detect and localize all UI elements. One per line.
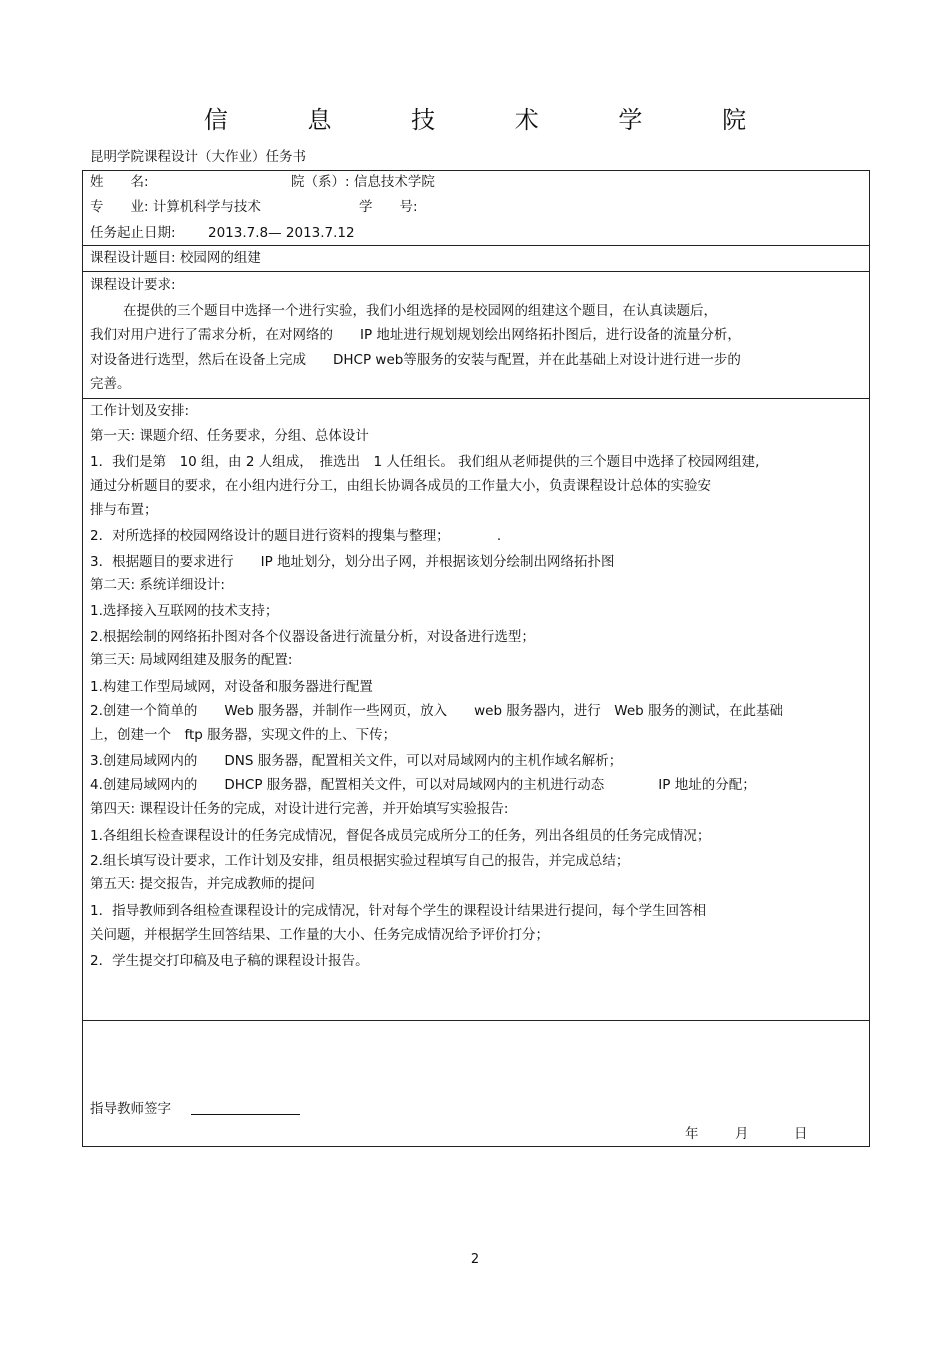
requirements-line: 在提供的三个题目中选择一个进行实验，我们小组选择的是校园网的组建这个题目，在认真读题后， <box>123 303 717 319</box>
name-label: 姓 名: <box>90 174 149 190</box>
day3-heading: 第三天: 局域网组建及服务的配置: <box>90 652 293 668</box>
requirements-line: 完善。 <box>90 376 131 392</box>
day4-item: 2.组长填写设计要求，工作计划及安排，组员根据实验过程填写自己的报告，并完成总结； <box>90 853 630 869</box>
row-divider-plan <box>82 1020 870 1021</box>
signature-month: 月 <box>735 1126 749 1142</box>
row-divider-info <box>82 245 870 246</box>
department-label: 院（系）: 信息技术学院 <box>291 174 435 190</box>
day4-heading: 第四天: 课程设计任务的完成，对设计进行完善，并开始填写实验报告: <box>90 801 509 817</box>
row-divider-topic <box>82 271 870 272</box>
page-title: 信 息 技 术 学 院 <box>203 106 783 134</box>
plan-label: 工作计划及安排: <box>90 403 190 419</box>
signature-line <box>191 1114 300 1115</box>
signature-day: 日 <box>794 1126 808 1142</box>
day1-item: 3．根据题目的要求进行 IP 地址划分，划分出子网，并根据该划分绘制出网络拓扑图 <box>90 554 615 570</box>
day2-item: 1.选择接入互联网的技术支持； <box>90 603 279 619</box>
page-number: 2 <box>470 1252 480 1267</box>
day5-item: 1．指导教师到各组检查课程设计的完成情况，针对每个学生的课程设计结果进行提问，每个学生回答相 <box>90 903 707 919</box>
date-value: 2013.7.8— 2013.7.12 <box>208 225 355 241</box>
requirements-label: 课程设计要求: <box>90 277 176 293</box>
day5-heading: 第五天: 提交报告，并完成教师的提问 <box>90 876 315 892</box>
day1-heading: 第一天: 课题介绍、任务要求，分组、总体设计 <box>90 428 369 444</box>
major-label: 专 业: 计算机科学与技术 <box>90 199 261 215</box>
day4-item: 1.各组组长检查课程设计的任务完成情况，督促各成员完成所分工的任务，列出各组员的任务完成情况； <box>90 828 711 844</box>
signature-year: 年 <box>685 1126 699 1142</box>
document-subtitle: 昆明学院课程设计（大作业）任务书 <box>90 149 306 165</box>
day3-item: 上，创建一个 ftp 服务器，实现文件的上、下传； <box>90 727 397 743</box>
day5-item: 2．学生提交打印稿及电子稿的课程设计报告。 <box>90 953 369 969</box>
requirements-line: 我们对用户进行了需求分析，在对网络的 IP 地址进行规划规划绘出网络拓扑图后，进行设备的流量分析， <box>90 327 741 343</box>
day3-item: 1.构建工作型局域网，对设备和服务器进行配置 <box>90 679 373 695</box>
day3-item: 2.创建一个简单的 Web 服务器，并制作一些网页，放入 web 服务器内，进行 Web 服务的测试，在此基础 <box>90 703 784 719</box>
day2-item: 2.根据绘制的网络拓扑图对各个仪器设备进行流量分析，对设备进行选型； <box>90 629 535 645</box>
requirements-line: 对设备进行选型，然后在设备上完成 DHCP web等服务的安装与配置，并在此基础上对设计进行进一步的 <box>90 352 741 368</box>
date-label: 任务起止日期: <box>90 225 176 241</box>
day3-item: 4.创建局域网内的 DHCP 服务器，配置相关文件，可以对局域网内的主机进行动态 IP 地址的分配； <box>90 777 756 793</box>
day1-item: 通过分析题目的要求，在小组内进行分工，由组长协调各成员的工作量大小，负责课程设计总体的实验安 <box>90 478 711 494</box>
day5-item: 关问题，并根据学生回答结果、工作量的大小、任务完成情况给予评价打分； <box>90 927 549 943</box>
day3-item: 3.创建局域网内的 DNS 服务器，配置相关文件，可以对局域网内的主机作域名解析； <box>90 753 623 769</box>
student-number-label: 学 号: <box>359 199 418 215</box>
signature-label: 指导教师签字 <box>90 1101 171 1117</box>
row-divider-requirements <box>82 398 870 399</box>
day1-item: 1．我们是第 10 组，由 2 人组成， 推选出 1 人任组长。 我们组从老师提供的三个题目中选择了校园网组建, <box>90 454 760 470</box>
day2-heading: 第二天: 系统详细设计: <box>90 577 225 593</box>
topic-label: 课程设计题目: 校园网的组建 <box>90 250 261 266</box>
day1-item: 排与布置； <box>90 502 158 518</box>
day1-item: 2．对所选择的校园网络设计的题目进行资料的搜集与整理； . <box>90 528 502 544</box>
